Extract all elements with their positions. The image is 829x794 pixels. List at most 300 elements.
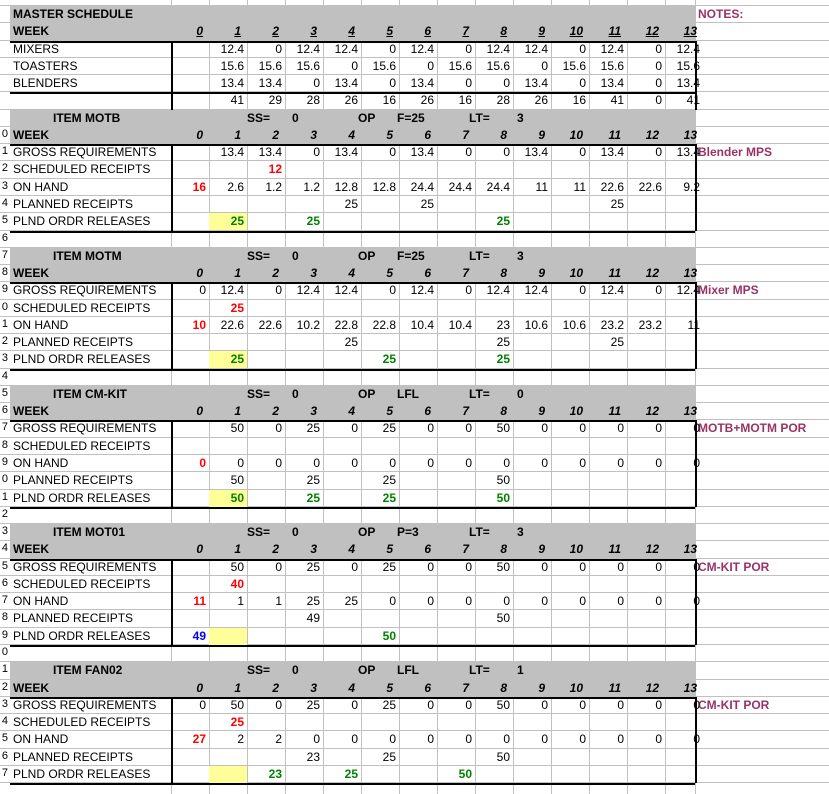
item-cell[interactable]: 0	[313, 145, 320, 160]
item-cell[interactable]: 0	[617, 697, 624, 712]
master-cell[interactable]: 15.6	[676, 58, 700, 73]
item-cell[interactable]: 25	[230, 715, 244, 730]
week-number: 7	[462, 404, 469, 419]
item-cell[interactable]: 12.4	[524, 283, 548, 298]
item-cell[interactable]: 25	[306, 697, 320, 712]
item-cell[interactable]: 12.4	[220, 283, 244, 298]
item-cell[interactable]: 0	[579, 145, 586, 160]
item-border	[10, 369, 695, 371]
item-cell[interactable]: 13.4	[220, 145, 244, 160]
week-number: 11	[608, 127, 621, 142]
item-cell[interactable]: 50	[496, 421, 510, 436]
item-cell[interactable]: 13.4	[258, 145, 282, 160]
item-cell[interactable]: 50	[496, 559, 510, 574]
master-cell[interactable]: 0	[503, 76, 510, 91]
item-cell[interactable]: 13.4	[410, 145, 434, 160]
row-label: GROSS REQUIREMENTS	[13, 145, 157, 160]
item-cell[interactable]: 0	[465, 594, 472, 609]
item-cell[interactable]: 22.8	[334, 317, 358, 332]
item-cell[interactable]: 0	[465, 456, 472, 471]
item-cell[interactable]: 13.4	[600, 145, 624, 160]
item-cell[interactable]: 0	[655, 559, 662, 574]
master-cell[interactable]: 0	[275, 41, 282, 56]
item-cell[interactable]: 16	[192, 179, 206, 194]
item-cell[interactable]: 0	[465, 559, 472, 574]
ss-label: SS=	[247, 663, 271, 678]
row-number: 1	[1, 318, 8, 330]
item-cell[interactable]: 50	[230, 697, 244, 712]
row-number: 4	[1, 197, 8, 209]
item-cell[interactable]: 25	[382, 473, 396, 488]
item-cell[interactable]: 50	[496, 611, 510, 626]
item-cell[interactable]: 0	[275, 283, 282, 298]
item-cell[interactable]: 25	[382, 421, 396, 436]
item-cell[interactable]: 9.2	[683, 179, 700, 194]
master-cell[interactable]: 0	[427, 58, 434, 73]
week-number: 7	[462, 542, 469, 557]
master-cell[interactable]: 0	[579, 76, 586, 91]
item-cell[interactable]: 25	[382, 749, 396, 764]
item-cell[interactable]: 0	[541, 421, 548, 436]
op-label: OP	[358, 248, 376, 263]
item-cell[interactable]: 0	[541, 732, 548, 747]
master-cell[interactable]: 28	[496, 93, 510, 108]
item-cell[interactable]: 12.4	[676, 283, 700, 298]
item-cell[interactable]: 0	[351, 697, 358, 712]
item-border	[695, 144, 697, 230]
row-label: PLANNED RECEIPTS	[13, 196, 134, 211]
item-cell[interactable]: 23	[268, 766, 282, 781]
week-number: 9	[538, 542, 545, 557]
item-cell[interactable]: 0	[427, 456, 434, 471]
master-cell[interactable]: 13.4	[676, 76, 700, 91]
item-cell[interactable]: 0	[579, 559, 586, 574]
row-number: 7	[1, 767, 8, 779]
master-cell[interactable]: 26	[534, 93, 548, 108]
week-number: 5	[386, 266, 393, 281]
item-cell[interactable]: 0	[313, 732, 320, 747]
item-cell[interactable]: 10.2	[296, 317, 320, 332]
item-cell[interactable]: 0	[579, 283, 586, 298]
item-cell[interactable]: 0	[427, 594, 434, 609]
master-cell[interactable]: 15.6	[562, 58, 586, 73]
item-cell[interactable]: 0	[465, 697, 472, 712]
master-cell[interactable]: 15.6	[372, 58, 396, 73]
master-cell[interactable]: 0	[351, 58, 358, 73]
master-cell[interactable]: 0	[389, 76, 396, 91]
item-cell[interactable]: 50	[496, 749, 510, 764]
master-cell[interactable]: 12.4	[410, 41, 434, 56]
item-cell[interactable]: 0	[655, 456, 662, 471]
week-number: 10	[569, 24, 583, 39]
week-number: 13	[683, 542, 697, 557]
row-label: PLANNED RECEIPTS	[13, 611, 134, 626]
row-number: 5	[1, 214, 8, 226]
item-cell[interactable]: 0	[503, 145, 510, 160]
item-cell[interactable]: 12.4	[334, 283, 358, 298]
item-cell[interactable]: 0	[389, 283, 396, 298]
item-cell[interactable]: 0	[275, 456, 282, 471]
week-number: 7	[462, 266, 469, 281]
item-cell[interactable]: 0	[693, 559, 700, 574]
item-cell[interactable]: 0	[693, 456, 700, 471]
week-number: 4	[348, 404, 355, 419]
item-cell[interactable]: 0	[541, 456, 548, 471]
item-cell[interactable]: 0	[655, 732, 662, 747]
master-cell[interactable]: 15.6	[448, 58, 472, 73]
master-cell[interactable]: 15.6	[600, 58, 624, 73]
row-label: SCHEDULED RECEIPTS	[13, 300, 151, 315]
item-cell[interactable]: 24.4	[486, 179, 510, 194]
item-cell[interactable]: 0	[427, 559, 434, 574]
week-number: 6	[424, 127, 431, 142]
master-cell[interactable]: 29	[268, 93, 282, 108]
item-cell[interactable]: 1.2	[303, 179, 320, 194]
op-value: P=3	[397, 525, 419, 540]
item-title: ITEM CM-KIT	[53, 386, 127, 401]
master-cell[interactable]: 0	[655, 58, 662, 73]
item-cell[interactable]: 2.6	[227, 179, 244, 194]
item-cell[interactable]: 25	[496, 214, 510, 229]
item-cell[interactable]: 12.4	[600, 283, 624, 298]
item-cell[interactable]: 50	[496, 490, 510, 505]
item-cell[interactable]: 0	[579, 697, 586, 712]
master-cell[interactable]: 0	[541, 58, 548, 73]
week-number: 12	[645, 127, 659, 142]
master-cell[interactable]: 12.4	[676, 41, 700, 56]
item-cell[interactable]: 0	[465, 283, 472, 298]
item-cell[interactable]: 0	[541, 559, 548, 574]
item-border	[171, 144, 173, 230]
item-cell[interactable]: 0	[389, 456, 396, 471]
ss-value: 0	[292, 525, 299, 540]
item-cell[interactable]: 0	[389, 145, 396, 160]
master-border	[171, 41, 173, 110]
item-cell[interactable]: 0	[351, 559, 358, 574]
master-cell[interactable]: 0	[389, 41, 396, 56]
item-cell[interactable]: 0	[503, 732, 510, 747]
week-number: 3	[310, 266, 317, 281]
master-cell[interactable]: 0	[655, 93, 662, 108]
item-cell[interactable]: 2	[275, 732, 282, 747]
item-cell[interactable]: 0	[427, 732, 434, 747]
item-cell[interactable]: 0	[199, 697, 206, 712]
week-number: 2	[272, 127, 279, 142]
item-cell[interactable]: 49	[306, 611, 320, 626]
item-cell[interactable]: 0	[655, 283, 662, 298]
item-cell[interactable]: 0	[427, 697, 434, 712]
master-cell[interactable]: 41	[610, 93, 624, 108]
week-number: 13	[683, 404, 697, 419]
item-cell[interactable]: 25	[496, 335, 510, 350]
item-cell[interactable]: 23.2	[600, 317, 624, 332]
item-cell[interactable]: 11	[535, 179, 548, 194]
lt-label: LT=	[469, 525, 490, 540]
item-cell[interactable]: 23	[306, 749, 320, 764]
master-cell[interactable]: 12.4	[220, 41, 244, 56]
master-cell[interactable]: 0	[655, 41, 662, 56]
item-cell[interactable]: 23	[496, 317, 510, 332]
master-cell[interactable]: 13.4	[334, 76, 358, 91]
item-cell[interactable]: 11	[573, 179, 586, 194]
item-cell[interactable]: 0	[351, 732, 358, 747]
week-number: 12	[645, 24, 659, 39]
week-number: 12	[645, 404, 659, 419]
item-cell[interactable]: 25	[382, 559, 396, 574]
master-cell[interactable]: 0	[465, 41, 472, 56]
row-label: GROSS REQUIREMENTS	[13, 421, 157, 436]
item-cell[interactable]: 50	[496, 473, 510, 488]
week-number: 1	[234, 404, 241, 419]
item-cell[interactable]: 0	[313, 456, 320, 471]
item-cell[interactable]: 11	[687, 317, 700, 332]
master-cell[interactable]: 0	[313, 76, 320, 91]
master-cell[interactable]: 26	[420, 93, 434, 108]
item-cell[interactable]: 0	[427, 421, 434, 436]
item-cell[interactable]: 0	[465, 145, 472, 160]
item-border	[10, 507, 695, 509]
item-cell[interactable]: 25	[306, 559, 320, 574]
item-cell[interactable]: 0	[617, 594, 624, 609]
item-cell[interactable]: 13.4	[676, 145, 700, 160]
item-border	[10, 783, 695, 785]
item-cell[interactable]: 0	[541, 594, 548, 609]
item-cell[interactable]: 25	[209, 213, 247, 230]
item-cell[interactable]: 10.4	[448, 317, 472, 332]
item-cell[interactable]: 0	[655, 145, 662, 160]
row-label: PLND ORDR RELEASES	[13, 628, 151, 643]
item-cell[interactable]: 10	[192, 317, 206, 332]
row-label: GROSS REQUIREMENTS	[13, 283, 157, 298]
item-cell[interactable]: 0	[503, 456, 510, 471]
item-cell[interactable]: 12.4	[296, 283, 320, 298]
item-cell[interactable]: 27	[192, 732, 206, 747]
item-cell[interactable]: 25	[344, 196, 358, 211]
item-cell[interactable]: 10.6	[524, 317, 548, 332]
item-cell[interactable]: 25	[344, 766, 358, 781]
item-cell[interactable]: 49	[192, 628, 206, 643]
week-number: 9	[538, 24, 545, 39]
item-cell[interactable]: 0	[541, 697, 548, 712]
week-number: 2	[272, 542, 279, 557]
week-number: 0	[196, 266, 203, 281]
item-cell[interactable]: 50	[230, 559, 244, 574]
item-cell[interactable]: 25	[344, 594, 358, 609]
master-cell[interactable]: 12.4	[296, 41, 320, 56]
master-cell[interactable]: 13.4	[410, 76, 434, 91]
item-cell[interactable]: 0	[617, 732, 624, 747]
item-cell[interactable]: 0	[579, 456, 586, 471]
master-cell[interactable]: 12.4	[600, 41, 624, 56]
item-cell[interactable]: 12.8	[372, 179, 396, 194]
item-cell[interactable]: 22.6	[638, 179, 662, 194]
week-number: 6	[424, 266, 431, 281]
item-cell[interactable]: 0	[389, 732, 396, 747]
item-cell[interactable]: 12.4	[486, 283, 510, 298]
item-cell[interactable]: 1	[237, 594, 244, 609]
item-cell[interactable]: 0	[199, 283, 206, 298]
master-cell[interactable]: 16	[382, 93, 396, 108]
week-number: 1	[234, 266, 241, 281]
row-number: 7	[1, 594, 8, 606]
master-cell[interactable]: 41	[230, 93, 244, 108]
item-cell[interactable]: 22.6	[220, 317, 244, 332]
item-cell[interactable]: 0	[351, 456, 358, 471]
notes-label: NOTES:	[698, 7, 744, 21]
master-cell[interactable]: 13.4	[524, 76, 548, 91]
master-cell[interactable]: 12.4	[334, 41, 358, 56]
item-week-label: WEEK	[13, 542, 49, 557]
item-cell[interactable]: 0	[693, 697, 700, 712]
item-cell[interactable]: 0	[351, 421, 358, 436]
item-cell[interactable]: 50	[458, 766, 472, 781]
item-cell[interactable]: 10.6	[562, 317, 586, 332]
master-cell[interactable]: 16	[458, 93, 472, 108]
item-cell[interactable]: 13.4	[334, 145, 358, 160]
item-cell[interactable]	[209, 628, 247, 645]
master-title: MASTER SCHEDULE	[13, 7, 134, 21]
op-value: F=25	[397, 110, 425, 125]
item-cell[interactable]: 1.2	[265, 179, 282, 194]
week-number: 2	[272, 404, 279, 419]
item-cell[interactable]: 50	[496, 697, 510, 712]
week-number: 9	[538, 266, 545, 281]
item-cell[interactable]: 0	[199, 456, 206, 471]
item-cell[interactable]: 25	[382, 697, 396, 712]
week-number: 0	[196, 24, 203, 39]
item-cell[interactable]: 24.4	[410, 179, 434, 194]
item-cell[interactable]: 25	[306, 473, 320, 488]
master-cell[interactable]: 15.6	[296, 58, 320, 73]
item-cell[interactable]: 0	[503, 594, 510, 609]
item-cell[interactable]: 11	[193, 594, 206, 609]
lt-value: 1	[517, 663, 524, 678]
item-note: Blender MPS	[698, 145, 773, 160]
week-number: 3	[310, 404, 317, 419]
item-cell[interactable]: 25	[496, 352, 510, 367]
item-cell[interactable]: 25	[344, 335, 358, 350]
week-number: 10	[569, 266, 583, 281]
master-cell[interactable]: 0	[655, 76, 662, 91]
item-cell[interactable]: 25	[382, 490, 396, 505]
week-number: 10	[569, 127, 583, 142]
item-cell[interactable]: 40	[230, 576, 244, 591]
item-cell[interactable]: 1	[275, 594, 282, 609]
week-number: 9	[538, 127, 545, 142]
master-cell[interactable]: 15.6	[258, 58, 282, 73]
item-cell[interactable]: 0	[655, 421, 662, 436]
item-cell[interactable]: 25	[610, 335, 624, 350]
item-cell[interactable]: 25	[382, 352, 396, 367]
item-cell[interactable]: 0	[465, 732, 472, 747]
master-cell[interactable]: 0	[579, 41, 586, 56]
row-number: 2	[1, 508, 8, 520]
item-cell[interactable]: 22.6	[258, 317, 282, 332]
item-border	[10, 645, 695, 647]
master-cell[interactable]: 15.6	[220, 58, 244, 73]
item-cell[interactable]: 22.6	[600, 179, 624, 194]
row-number: 0	[1, 128, 8, 140]
item-cell[interactable]: 0	[693, 421, 700, 436]
item-cell[interactable]: 0	[693, 732, 700, 747]
master-cell[interactable]: 13.4	[220, 76, 244, 91]
master-cell[interactable]: 13.4	[258, 76, 282, 91]
item-cell[interactable]: 2	[237, 732, 244, 747]
item-cell[interactable]: 25	[209, 351, 247, 368]
item-cell[interactable]: 0	[389, 594, 396, 609]
master-cell[interactable]: 16	[572, 93, 586, 108]
master-cell[interactable]: 41	[686, 93, 700, 108]
master-cell[interactable]: 13.4	[600, 76, 624, 91]
item-cell[interactable]: 50	[230, 473, 244, 488]
master-cell[interactable]: 12.4	[486, 41, 510, 56]
item-cell[interactable]: 10.4	[410, 317, 434, 332]
item-cell[interactable]: 25	[306, 490, 320, 505]
item-cell[interactable]: 50	[230, 421, 244, 436]
master-cell[interactable]: 0	[465, 76, 472, 91]
master-cell[interactable]: 28	[306, 93, 320, 108]
item-cell[interactable]: 22.8	[372, 317, 396, 332]
master-cell[interactable]: 15.6	[486, 58, 510, 73]
item-cell[interactable]: 25	[230, 300, 244, 315]
row-number: 3	[1, 352, 8, 364]
item-cell[interactable]: 0	[579, 732, 586, 747]
week-number: 6	[424, 542, 431, 557]
item-cell[interactable]: 25	[306, 594, 320, 609]
item-cell[interactable]: 0	[275, 559, 282, 574]
row-label: SCHEDULED RECEIPTS	[13, 438, 151, 453]
item-cell[interactable]: 0	[617, 559, 624, 574]
item-cell[interactable]: 25	[306, 214, 320, 229]
item-cell[interactable]: 24.4	[448, 179, 472, 194]
item-cell[interactable]	[209, 766, 247, 783]
master-cell[interactable]: 26	[344, 93, 358, 108]
week-number: 7	[462, 680, 469, 695]
item-cell[interactable]: 25	[420, 196, 434, 211]
item-cell[interactable]: 0	[275, 697, 282, 712]
item-cell[interactable]: 0	[655, 697, 662, 712]
item-cell[interactable]: 0	[465, 421, 472, 436]
item-cell[interactable]: 50	[209, 490, 247, 507]
item-cell[interactable]: 25	[306, 421, 320, 436]
master-cell[interactable]: 12.4	[524, 41, 548, 56]
item-cell[interactable]: 23.2	[638, 317, 662, 332]
item-cell[interactable]: 0	[617, 421, 624, 436]
row-number: 2	[1, 162, 8, 174]
item-cell[interactable]: 0	[237, 456, 244, 471]
item-cell[interactable]: 0	[693, 594, 700, 609]
row-number: 7	[1, 249, 8, 261]
week-number: 4	[348, 266, 355, 281]
item-title: ITEM FAN02	[53, 663, 123, 678]
item-cell[interactable]: 12	[268, 162, 282, 177]
row-label: ON HAND	[13, 594, 69, 609]
item-cell[interactable]: 0	[275, 421, 282, 436]
item-cell[interactable]: 0	[579, 594, 586, 609]
item-cell[interactable]: 0	[655, 594, 662, 609]
item-cell[interactable]: 12.8	[334, 179, 358, 194]
item-cell[interactable]: 12.4	[410, 283, 434, 298]
item-cell[interactable]: 25	[610, 196, 624, 211]
week-number: 6	[424, 24, 431, 39]
ss-label: SS=	[247, 248, 271, 263]
item-cell[interactable]: 13.4	[524, 145, 548, 160]
item-cell[interactable]: 0	[579, 421, 586, 436]
item-cell[interactable]: 0	[617, 456, 624, 471]
week-number: 9	[538, 680, 545, 695]
week-number: 11	[608, 542, 621, 557]
item-cell[interactable]: 50	[382, 628, 396, 643]
